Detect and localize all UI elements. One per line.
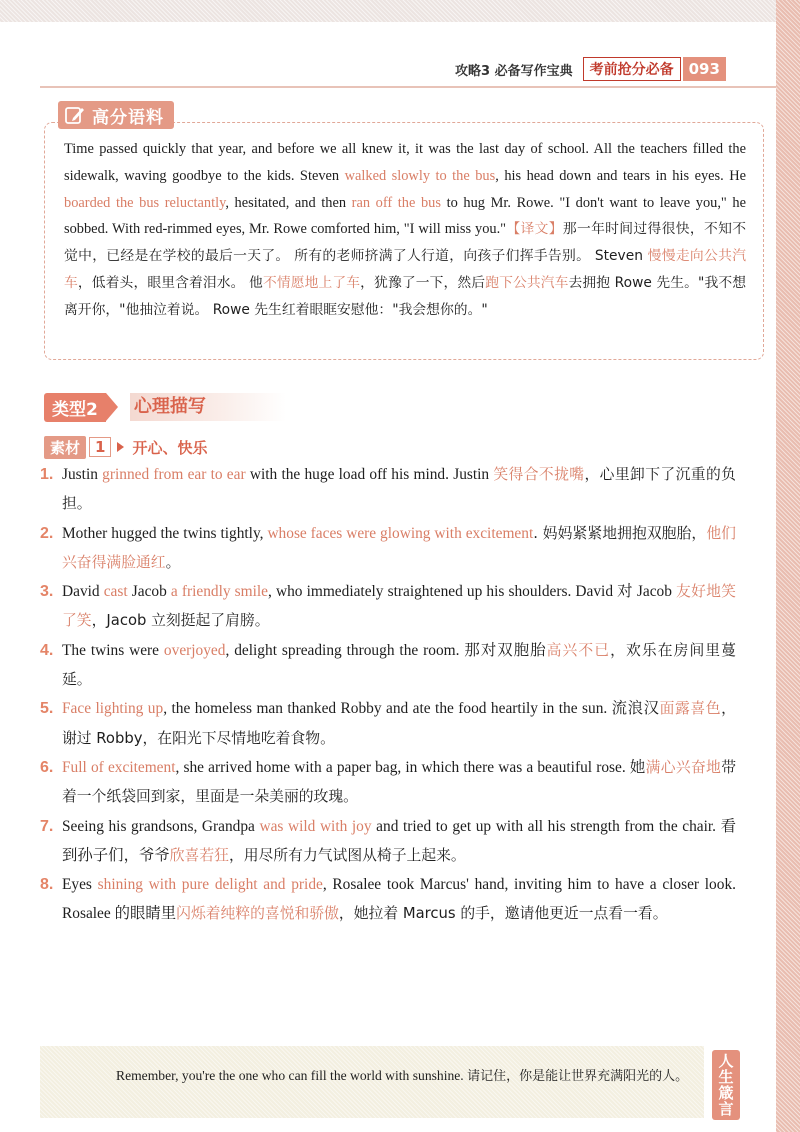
side-tab-life-motto (712, 1050, 740, 1120)
list-item (40, 636, 736, 695)
item-text-zh: ，心里卸下了沉重的负担。 (62, 466, 736, 513)
translation-text: 去拥抱 Rowe 先生。"我不想离开你，"他抽泣着说。 Rowe 先生红着眼眶安慰他："我会想你的。" (64, 274, 747, 318)
list-item (40, 753, 736, 812)
item-highlight: cast (103, 583, 128, 601)
translation-highlight: 不情愿地上了车 (262, 274, 361, 291)
item-text-zh: ，用尽所有力气试图从椅子上起来。 (228, 846, 466, 864)
type-tag: 类型2 (44, 393, 106, 422)
item-text: Seeing his grandsons, Grandpa (62, 817, 260, 835)
page-header (455, 56, 726, 82)
side-tab-char: 人 (718, 1052, 734, 1070)
item-text: , who immediately straightened up his shoulders. David 对 Jacob (268, 583, 677, 601)
list-item (40, 870, 736, 929)
item-text-zh: ，Jacob 立刻挺起了肩膀。 (91, 612, 270, 630)
translation-label: 【译文】 (506, 221, 563, 238)
list-item (40, 519, 736, 578)
corpus-sentence: Time passed quickly that year, and before we all knew it, it was the last day of school. All the teachers filled the sidewalk, waving goodbye to the kids. Steven (64, 141, 746, 184)
item-text: and tried to get up with all his strength from the chair. 看到孙子们，爷爷 (62, 817, 737, 864)
corpus-highlight: walked slowly to the bus (344, 167, 496, 184)
item-text: Mother hugged the twins tightly, (62, 524, 268, 542)
item-number: 2. (40, 524, 54, 542)
footer-quote (60, 1066, 692, 1087)
item-highlight: Face lighting up (62, 700, 164, 718)
item-highlight-zh: 高兴不已 (546, 641, 611, 659)
item-highlight-zh: 友好地笑了笑 (62, 583, 736, 630)
corpus-sentence: , hesitated, and then (225, 194, 352, 211)
item-text: , the homeless man thanked Robby and ate the food heartily in the sun. 流浪汉 (163, 700, 660, 718)
type-arrow-icon (106, 393, 118, 421)
list-item (40, 812, 736, 871)
corpus-highlight: ran off the bus (351, 194, 441, 211)
item-number: 7. (40, 817, 54, 835)
item-text: Eyes (62, 876, 98, 894)
side-tab-char: 言 (718, 1100, 734, 1118)
item-highlight: was wild with joy (259, 817, 372, 835)
item-highlight-zh: 闪烁着纯粹的喜悦和骄傲 (176, 905, 339, 923)
footer-quote-en: Remember, you're the one who can fill the world with sunshine. (116, 1068, 464, 1083)
header-strategy: 攻略3 必备写作宝典 (455, 63, 573, 79)
type-title: 心理描写 (130, 393, 286, 421)
item-text: , she arrived home with a paper bag, in which there was a beautiful rose. 她 (175, 758, 646, 776)
pen-icon (64, 104, 86, 126)
item-highlight: a friendly smile (170, 583, 269, 601)
item-text: , delight spreading through the room. 那对双胞胎 (225, 641, 547, 659)
item-text-zh: ，谢过 Robby，在阳光下尽情地吃着食物。 (62, 700, 736, 747)
item-text: . 妈妈紧紧地拥抱双胞胎， (533, 524, 707, 542)
item-text-zh: ，她拉着 Marcus 的手，邀请他更近一点看一看。 (338, 905, 668, 923)
item-highlight: shining with pure delight and pride (97, 876, 323, 894)
page-number: 093 (683, 57, 726, 81)
item-highlight-zh: 满心兴奋地 (645, 758, 722, 776)
item-number: 1. (40, 466, 54, 483)
top-decorative-border (0, 0, 800, 22)
item-highlight-zh: 面露喜色 (659, 700, 722, 718)
list-item (40, 460, 736, 519)
item-number: 3. (40, 583, 54, 601)
side-tab-char: 生 (718, 1068, 734, 1086)
header-divider (40, 86, 776, 88)
corpus-sentence: , his head down and tears in his eyes. He (495, 167, 746, 184)
corpus-title (58, 101, 174, 129)
translation-highlight: 跑下公共汽车 (485, 274, 569, 291)
header-slogan: 考前抢分必备 (583, 57, 681, 81)
item-number: 6. (40, 758, 54, 776)
corpus-sentence: to hug Mr. Rowe. "I don't want to leave you," he sobbed. With red-rimmed eyes, Mr. Rowe comforted him, "I will miss you." (64, 194, 746, 238)
item-highlight: whose faces were glowing with excitement (267, 524, 534, 542)
type-heading (44, 393, 286, 421)
item-highlight-zh: 笑得合不拢嘴 (493, 466, 585, 483)
translation-text: ，犹豫了一下，然后 (360, 274, 486, 291)
item-highlight: Full of excitement (62, 758, 176, 776)
item-text-zh: 带着一个纸袋回到家，里面是一朵美丽的玫瑰。 (62, 758, 736, 806)
item-text: David (62, 583, 104, 601)
right-decorative-border (776, 0, 800, 1132)
corpus-paragraph (64, 136, 746, 324)
item-highlight-zh: 他们兴奋得满脸通红 (62, 524, 736, 571)
corpus-title-label: 高分语料 (92, 107, 164, 128)
item-text: Justin (62, 466, 103, 483)
item-number: 8. (40, 876, 54, 894)
item-text: Jacob (127, 583, 171, 601)
example-list (40, 460, 736, 929)
item-number: 5. (40, 700, 54, 718)
material-tag: 素材 (44, 436, 86, 459)
translation-highlight: 慢慢走向公共汽车 (64, 248, 746, 291)
list-item (40, 694, 736, 753)
item-text-zh: 。 (165, 553, 181, 571)
list-item (40, 577, 736, 636)
side-tab-char: 箴 (718, 1084, 734, 1102)
material-number: 1 (89, 437, 111, 457)
item-text: , Rosalee took Marcus' hand, inviting him to have a closer look. Rosalee 的眼睛里 (62, 876, 736, 923)
item-text: The twins were (62, 641, 164, 659)
triangle-icon (117, 442, 124, 452)
item-number: 4. (40, 641, 54, 659)
item-highlight: grinned from ear to ear (102, 466, 246, 483)
material-heading (44, 435, 207, 459)
footer-quote-zh: 请记住，你是能让世界充满阳光的人。 (467, 1069, 689, 1084)
corpus-highlight: boarded the bus reluctantly (64, 194, 226, 211)
item-highlight-zh: 欣喜若狂 (169, 846, 229, 864)
translation-text: 那一年时间过得很快，不知不觉中，已经是在学校的最后一天了。 所有的老师挤满了人行道，向孩子们挥手告别。 Steven (64, 221, 747, 265)
translation-text: ，低着头，眼里含着泪水。 他 (77, 274, 263, 291)
item-text-zh: ，欢乐在房间里蔓延。 (62, 641, 736, 689)
item-highlight: overjoyed (163, 641, 226, 659)
item-text: with the huge load off his mind. Justin (245, 466, 494, 483)
material-title: 开心、快乐 (132, 438, 208, 457)
